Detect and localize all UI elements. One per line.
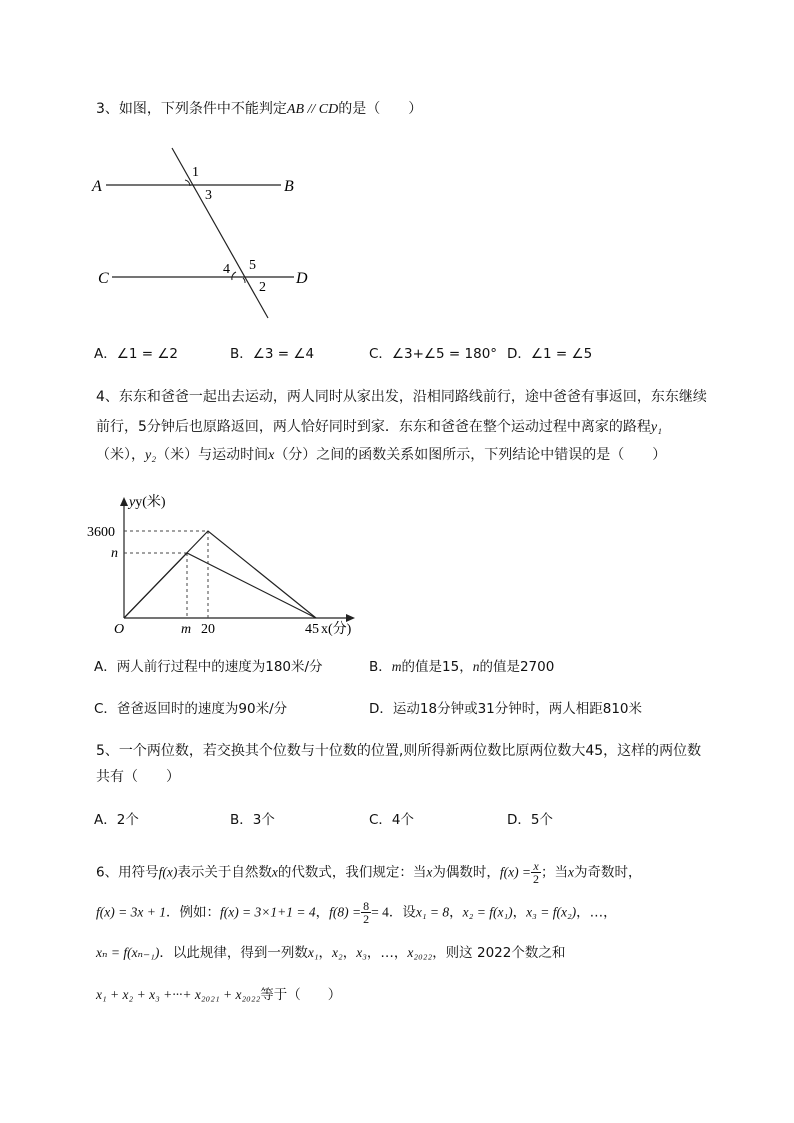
q6-l2-f: = 4 (371, 904, 389, 920)
q4-option-b-mid: 的值是15， (401, 659, 473, 675)
q3-figure (86, 140, 326, 325)
q6-l3-b: ．以此规律，得到一列数 (159, 945, 308, 961)
q4-graph (85, 488, 365, 638)
q6-frac2-num: 8 (363, 899, 370, 913)
label-angle-3: 3 (205, 188, 212, 203)
q6-line4 (96, 985, 341, 1005)
q3-option-a[interactable]: A．∠1 = ∠2 (94, 346, 179, 362)
tick-m: m (181, 622, 192, 637)
q4-line3-a: （米）， (96, 447, 145, 463)
q4-line3 (96, 445, 666, 466)
q4-option-b-n: n (472, 659, 480, 674)
q4-line1: 4、东东和爸爸一起出去运动，两人同时从家出发，沿相同路线前行，途中爸爸有事返回，东东继续 (96, 389, 707, 405)
q3-stem-suffix: 的是（ ） (338, 101, 423, 117)
q6-l3-j: ，则这 2022个数之和 (432, 945, 566, 961)
q5-option-c[interactable]: C．4个 (369, 812, 415, 828)
label-a: A (92, 178, 102, 195)
graph-y-label-text: y(米) (135, 495, 166, 510)
q6-l3-c: x₁ (307, 945, 319, 960)
q6-l1-x3: x (568, 864, 575, 880)
q5-line2: 共有（ ） (96, 769, 180, 785)
q3-option-c[interactable]: C．∠3+∠5 = 180° (369, 346, 498, 362)
transversal (172, 148, 268, 318)
q4-line3-b: （米）与运动时间 (156, 447, 269, 463)
q4-option-d[interactable]: D．运动18分钟或31分钟时，两人相距810米 (369, 701, 643, 717)
angle-arc-4 (232, 272, 236, 280)
series-father (124, 553, 316, 618)
q4-var-x: x (268, 448, 275, 463)
q6-l4-b: 等于（ ） (260, 987, 342, 1003)
q4-option-b-suffix: 的值是2700 (479, 659, 555, 675)
q6-l3-i: x₂₀₂₂ (407, 945, 433, 960)
q6-l1-fx: f(x) (158, 864, 178, 880)
label-b: B (284, 178, 294, 195)
q6-l3-a: xₙ = f(xₙ₋₁) (96, 945, 160, 960)
q6-l3-g: x₃ (356, 945, 367, 960)
graph-x-label: x(分) (321, 622, 352, 637)
q4-option-c[interactable]: C．爸爸返回时的速度为90米/分 (94, 701, 288, 717)
q4-option-b-prefix: B． (369, 659, 392, 675)
q6-fraction-x-over-2 (531, 860, 541, 885)
q6-line1 (96, 860, 642, 885)
q6-frac1-den: 2 (533, 872, 540, 886)
q4-line2-text: 前行，5分钟后也原路返回，两人恰好同时到家．东东和爸爸在整个运动过程中离家的路程 (96, 419, 651, 435)
series-dongdong (124, 531, 316, 618)
label-angle-4: 4 (223, 262, 230, 277)
q6-l2-i: ， (449, 904, 463, 921)
q4-var-y2: y₂ (145, 448, 157, 463)
q6-l2-e: f(8) = (329, 904, 362, 920)
q5-line1: 5、一个两位数，若交换其个位数与十位数的位置,则所得新两位数比原两位数大45，这样的两位数 (96, 743, 702, 759)
tick-20: 20 (201, 622, 215, 637)
q6-l1-d: 为偶数时， (432, 864, 500, 881)
label-d: D (296, 270, 308, 287)
q6-l1-c: 的代数式，我们规定：当 (277, 864, 427, 881)
q6-l4-a: x₁ + x₂ + x₃ +···+ x₂₀₂₁ + x₂₀₂₂ (96, 987, 261, 1002)
q3-stem-math: AB // CD (286, 102, 339, 117)
q4-line3-c: （分）之间的函数关系如图所示，下列结论中错误的是（ ） (274, 447, 667, 463)
label-angle-2: 2 (259, 280, 266, 295)
q4-option-b-m: m (391, 659, 402, 674)
label-angle-1: 1 (192, 165, 199, 180)
tick-3600: 3600 (87, 525, 115, 540)
q6-l1-a: 6、用符号 (96, 864, 159, 881)
q6-l2-k: ， (512, 904, 527, 921)
q6-fraction-8-over-2 (361, 900, 371, 925)
tick-45: 45 (305, 622, 319, 637)
q5-option-d[interactable]: D．5个 (507, 812, 553, 828)
q6-line3 (96, 943, 565, 963)
q3-stem (96, 99, 422, 120)
q6-l2-b: ．例如： (165, 904, 220, 921)
q6-l2-d: ， (315, 904, 330, 921)
q3-option-b[interactable]: B．∠3 = ∠4 (230, 346, 315, 362)
label-angle-5: 5 (249, 258, 256, 273)
q3-stem-text: 3、如图，下列条件中不能判定 (96, 101, 287, 117)
q4-line2 (96, 417, 662, 438)
q4-var-y1: y₁ (650, 420, 662, 435)
q5-option-a[interactable]: A．2个 (94, 812, 139, 828)
q4-option-b[interactable] (369, 657, 554, 677)
q6-frac2-den: 2 (363, 912, 370, 926)
y-axis-arrow (120, 497, 128, 506)
q6-l3-e: x₂ (332, 945, 343, 960)
x-axis-arrow (346, 614, 355, 622)
q6-l2-m: ，…， (576, 904, 617, 921)
q6-l2-j: x₂ = f(x₁) (462, 904, 513, 920)
tick-n: n (111, 546, 118, 561)
q6-l3-d: ， (318, 945, 333, 961)
origin-label: O (114, 622, 125, 637)
q6-l1-f: 为奇数时， (574, 864, 642, 881)
graph-y-label: yy(米) (129, 495, 166, 510)
q6-l3-h: ，…， (366, 945, 408, 961)
q6-l1-e: ；当 (541, 864, 569, 881)
q3-option-d[interactable]: D．∠1 = ∠5 (507, 346, 593, 362)
label-c: C (98, 270, 109, 287)
q6-l2-l: x₃ = f(x₂) (526, 904, 577, 920)
q6-l2-h: x₁ = 8 (415, 904, 450, 920)
q6-l2-g: ．设 (388, 904, 416, 921)
q6-l1-x: x (271, 864, 278, 880)
q6-line2 (96, 900, 617, 925)
q5-option-b[interactable]: B．3个 (230, 812, 275, 828)
q6-l2-c: f(x) = 3×1+1 = 4 (219, 904, 316, 920)
angle-arc-2 (243, 278, 245, 283)
q6-l1-x2: x (426, 864, 433, 880)
q6-l1-b: 表示关于自然数 (177, 864, 272, 881)
q6-l2-a: f(x) = 3x + 1 (96, 904, 166, 920)
q4-option-a[interactable]: A．两人前行过程中的速度为180米/分 (94, 659, 323, 675)
q6-l3-f: ， (342, 945, 357, 961)
q6-l1-fx2: f(x) = (499, 864, 532, 880)
q6-frac1-num: x (531, 860, 541, 873)
